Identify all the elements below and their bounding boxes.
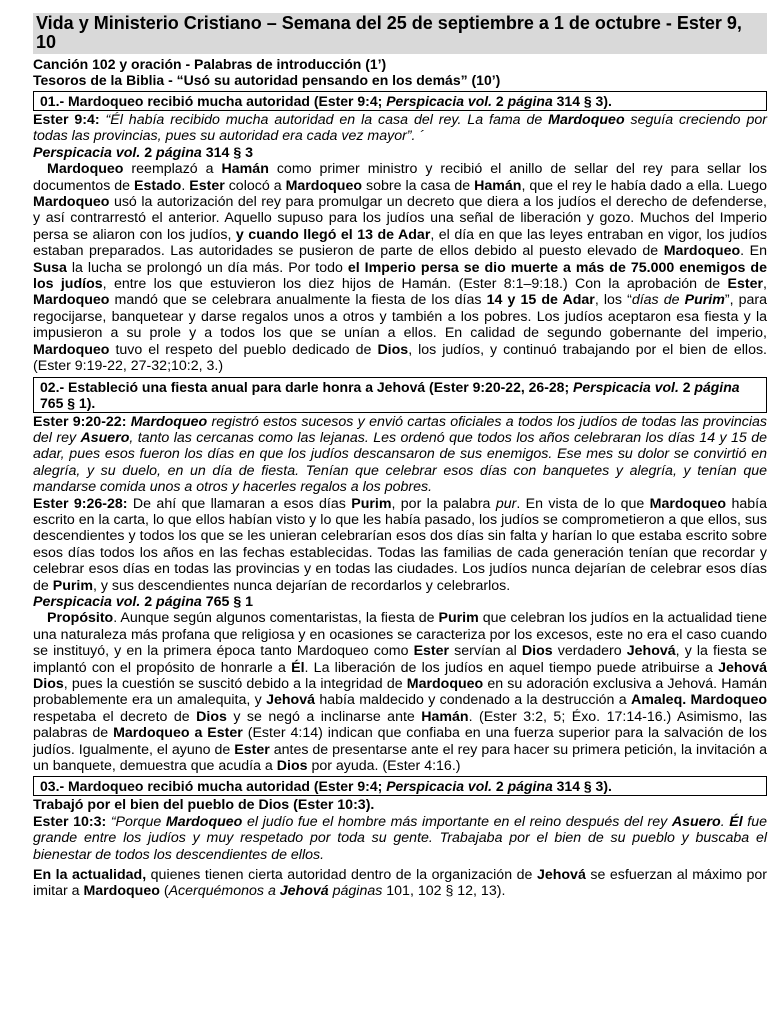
text-run: Mardoqueo: [33, 194, 110, 211]
text-run: Dios: [196, 708, 227, 725]
text-run: En la actualidad,: [33, 867, 147, 884]
text-run: Acerquémonos a: [168, 883, 280, 900]
text-run: Asuero: [671, 813, 721, 830]
text-run: Hamán: [421, 708, 469, 725]
text-run: Dios: [377, 341, 409, 358]
text-run: , entre los que estuvieron los diez hijos de Hamán. (Ester 8:1–9:18.) Con la aprobación de: [102, 276, 728, 293]
text-run: Él: [291, 659, 305, 676]
text-run: Hamán: [474, 177, 522, 194]
text-run: Mardoqueo: [690, 692, 767, 709]
text-run: pur: [495, 495, 517, 512]
text-run: , el día en que las leyes entraban en vigor, los judíos estaban preparados. Las autoridades se pusieron de parte de ellos debido al puesto elevado de: [33, 226, 767, 260]
text-run: , por la palabra: [391, 495, 496, 512]
text-run: Jehová: [626, 643, 676, 660]
ref-text: 2: [140, 144, 157, 161]
text-run: Asuero: [80, 429, 130, 446]
text-run: días de: [631, 292, 685, 309]
text-run: , los judíos, y continuó trabajando por el bien de ellos. (Ester 9:19-22, 27-32;10:2, 3.): [33, 341, 767, 375]
text-run: 101, 102 § 12, 13).: [382, 883, 506, 900]
ref-text: página: [156, 593, 202, 610]
text-run: Mardoqueo: [406, 676, 484, 692]
text-run: y se negó a inclinarse ante: [226, 708, 422, 725]
research-paragraph: [33, 161, 767, 374]
text-run: reemplazó a: [123, 161, 222, 178]
scripture-paragraph: [33, 496, 767, 594]
text-run: quienes tienen cierta autoridad dentro de la organización de: [146, 867, 537, 884]
box-text: página: [507, 778, 553, 795]
text-run: el Imperio persa se dio muerte a más de 75.000 enemigos de los judíos: [33, 259, 767, 293]
text-run: ,: [763, 276, 767, 293]
text-run: sobre la casa de: [362, 177, 475, 194]
text-run: y cuando llegó el 13 de Adar: [235, 226, 431, 243]
text-run: Purim: [351, 495, 392, 512]
text-run: Dios: [521, 643, 553, 660]
scripture-text: “Él había recibido mucha autoridad en la casa del rey. La fama de: [99, 112, 549, 128]
intro-line: Canción 102 y oración - Palabras de introducción (1’): [33, 56, 387, 72]
box-text: 01.- Mardoqueo recibió mucha autoridad (Ester 9:4;: [40, 93, 387, 109]
text-run: Purim: [684, 292, 725, 309]
text-run: , y la fiesta se implantó con el propósito de honrarle a: [33, 643, 767, 676]
text-run: . (Ester 3:2, 5; Éxo. 17:14-16.) Asimismo, las palabras de: [33, 708, 767, 742]
text-run: Mardoqueo: [47, 161, 124, 178]
text-run: Dios: [276, 758, 308, 775]
scripture-paragraph: [33, 814, 767, 863]
text-run: el judío fue el hombre más importante en el reino después del rey: [242, 813, 672, 830]
text-run: Ester 9:20-22:: [33, 413, 131, 430]
box-text: 314 § 3).: [552, 93, 612, 109]
text-run: Mardoqueo: [663, 243, 741, 260]
text-run: servían al: [449, 643, 522, 660]
text-run: Mardoqueo: [649, 495, 727, 512]
text-run: 14 y 15 de Adar: [486, 292, 595, 309]
box-text: Perspicacia vol.: [573, 378, 679, 395]
text-run: , que el rey le había dado a ella. Luego: [521, 177, 767, 194]
box-text: página: [694, 378, 740, 395]
text-run: Mardoqueo: [165, 813, 243, 830]
text-run: .: [720, 813, 730, 830]
text-run: Ester 9:26-28:: [33, 495, 128, 512]
text-run: Hamán: [221, 161, 269, 178]
text-run: , y sus descendientes nunca dejarían de recordarlos y celebrarlos.: [92, 577, 511, 594]
text-run: fue grande entre los judíos y muy respetado por toda su gente. Trabajaba por el bien de su pueblo y buscaba el bienestar de todos los descendientes de ellos.: [33, 813, 768, 863]
text-run: Purim: [52, 577, 93, 594]
text-run: Él: [729, 813, 743, 830]
text-run: Amaleq.: [630, 692, 687, 709]
box-text: Perspicacia vol.: [386, 93, 493, 109]
text-run: Ester: [727, 276, 764, 293]
point-box-2: [33, 377, 767, 413]
text-run: Estado: [134, 177, 182, 194]
text-run: , tanto las cercanas como las lejanas. Les ordenó que todos los años celebraran los días 14 y 15 de adar, pues esos fueron los días en que los judíos descansaron de sus enemigos. Ese mes su dolor se convirtió en alegría, y su duelo, en un día de fiesta. Tenían que celebrar esos días con banquetes y alegría, y tenían que mandarse comida unos a otros y hacerles regalos a los pobres.: [33, 429, 767, 496]
text-run: ”, para regocijarse, banquetear y darse regalos unos a otros y también a los pobres. Los judíos aceptaron esa fiesta y la impusieron a su prole y a todos los que se unían a ellos. En calidad de segundo gobernante del imperio,: [33, 292, 768, 342]
box-text: página: [507, 93, 553, 109]
point-box-3: [33, 776, 767, 796]
text-run: Purim: [438, 610, 479, 627]
text-run: Mardoqueo: [33, 292, 110, 309]
reference-heading: [33, 594, 767, 610]
text-run: por ayuda. (Ester 4:16.): [307, 758, 461, 775]
text-run: Jehová Dios: [33, 659, 767, 692]
text-run: (Ester 4:14) indican que confiaba en una fuerza superior para la salvación de los judíos. Igualmente, el ayuno de: [33, 725, 767, 758]
application-paragraph: [33, 867, 767, 900]
text-run: Mardoqueo: [285, 177, 363, 194]
box-text: Perspicacia vol.: [386, 778, 493, 795]
box-text: 02.- Estableció una fiesta anual para darle honra a Jehová (Ester 9:20-22, 26-28;: [40, 378, 573, 395]
text-run: mandó que se celebrara anualmente la fiesta de los días: [109, 292, 487, 309]
page-title: Vida y Ministerio Cristiano – Semana del 25 de septiembre a 1 de octubre - Ester 9, 10: [33, 13, 767, 54]
text-run: Jehová: [279, 883, 329, 900]
text-run: había escrito en la carta, lo que ellos habían visto y lo que les había pasado, los judíos se comprometieron a que ellos, sus descendientes y todos los que se les unieran celebrarían esos dos días sin falta y harían lo que estaba escrito sobre esos días todos los años en las fechas establecidas. Todas las familias de cada generación tenían que recordar y celebrar esos días en todas las provincias y en todas las ciudades. Los judíos nunca dejarían de celebrar esos días de: [33, 495, 767, 594]
text-run: respetaba el decreto de: [33, 708, 197, 725]
box-text: 2: [678, 378, 695, 395]
text-run: (: [159, 883, 169, 900]
text-run: antes de presentarse ante el rey para hacer su primera petición, la invitación a un banquete, demuestra que acudía a: [33, 741, 767, 775]
text-run: Jehová: [536, 867, 586, 884]
ref-text: 314 § 3: [201, 144, 254, 161]
document-page: [33, 0, 767, 900]
text-run: De ahí que llamaran a esos días: [127, 495, 352, 512]
text-run: había maldecido y condenado a la destrucción a: [315, 692, 631, 709]
scripture-paragraph: [33, 112, 767, 145]
text-run: tuvo el respeto del pueblo dedicado de: [109, 341, 378, 358]
text-run: se esfuerzan al máximo por imitar a: [33, 867, 767, 900]
box-text: 03.- Mardoqueo recibió mucha autoridad (Ester 9:4;: [40, 778, 387, 795]
text-run: Susa: [33, 259, 67, 276]
text-run: Propósito: [47, 610, 114, 627]
text-run: la lucha se prolongó un día más. Por todo: [66, 259, 348, 276]
text-run: verdadero: [552, 643, 627, 660]
scripture-name: Mardoqueo: [548, 112, 625, 128]
ref-text: página: [156, 144, 202, 161]
text-run: , los “: [594, 292, 632, 309]
reference-heading: [33, 145, 767, 161]
text-run: . Aunque según algunos comentaristas, la fiesta de: [113, 610, 439, 627]
text-run: colocó a: [224, 177, 286, 194]
text-run: Jehová: [266, 692, 316, 709]
box-text: 314 § 3).: [552, 778, 612, 795]
ref-text: Perspicacia vol.: [33, 593, 141, 610]
ref-text: Perspicacia vol.: [33, 144, 141, 161]
text-run: Ester: [234, 741, 270, 758]
text-run: Ester: [413, 643, 450, 660]
scripture-text: seguía creciendo por todas las provincias, pues su autoridad era cada vez mayor”. ´: [33, 112, 767, 145]
point-subtitle: Trabajó por el bien del pueblo de Dios (Ester 10:3).: [33, 797, 375, 814]
text-run: como primer ministro y recibió el anillo de sellar del rey para sellar los documentos de: [33, 161, 767, 194]
ref-text: 2: [140, 593, 157, 610]
scripture-ref: Ester 9:4:: [33, 112, 100, 128]
text-run: en su adoración exclusiva a Jehová. Hamán probablemente era un amalequita, y: [33, 676, 767, 709]
text-run: Ester: [189, 177, 225, 194]
ref-text: 765 § 1: [201, 593, 254, 610]
scripture-paragraph: [33, 414, 767, 496]
text-run: Mardoqueo: [130, 413, 208, 430]
research-paragraph: [33, 610, 767, 774]
text-run: .: [181, 177, 190, 194]
section-heading: Tesoros de la Biblia - “Usó su autoridad pensando en los demás” (10’): [33, 72, 501, 88]
text-run: “Porque: [106, 813, 166, 830]
text-run: registró estos sucesos y envió cartas oficiales a todos los judíos de todas las provincias del rey: [33, 413, 767, 446]
point-box-1: [33, 91, 767, 111]
text-run: . La liberación de los judíos en aquel tiempo puede atribuirse a: [304, 659, 719, 676]
text-run: usó la autorización del rey para promulgar un decreto que diera a los judíos el derecho de defenderse, y así contrarrestó el anterior. Aquello supuso para los judíos una señal de liberación y gozo. Muchos del Imperio persa se aliaron con los judíos,: [33, 194, 767, 243]
text-run: Mardoqueo: [33, 341, 110, 358]
text-run: páginas: [328, 883, 383, 900]
text-run: , pues la cuestión se suscitó debido a la integridad de: [63, 676, 407, 692]
text-run: Ester 10:3:: [33, 813, 107, 830]
text-run: . En vista de lo que: [516, 495, 650, 512]
text-run: Mardoqueo a Ester: [113, 725, 243, 742]
box-text: 2: [492, 93, 508, 109]
box-text: 765 § 1).: [40, 394, 96, 411]
text-run: Mardoqueo: [83, 883, 160, 900]
box-text: 2: [492, 778, 508, 795]
text-run: que celebran los judíos en la actualidad tiene una naturaleza más profana que religiosa y en ocasiones se caracteriza por los excesos, este no era el caso cuando se instituyó, y en la primera época tanto Mardoqueo como: [33, 610, 767, 660]
text-run: . En: [740, 243, 767, 260]
